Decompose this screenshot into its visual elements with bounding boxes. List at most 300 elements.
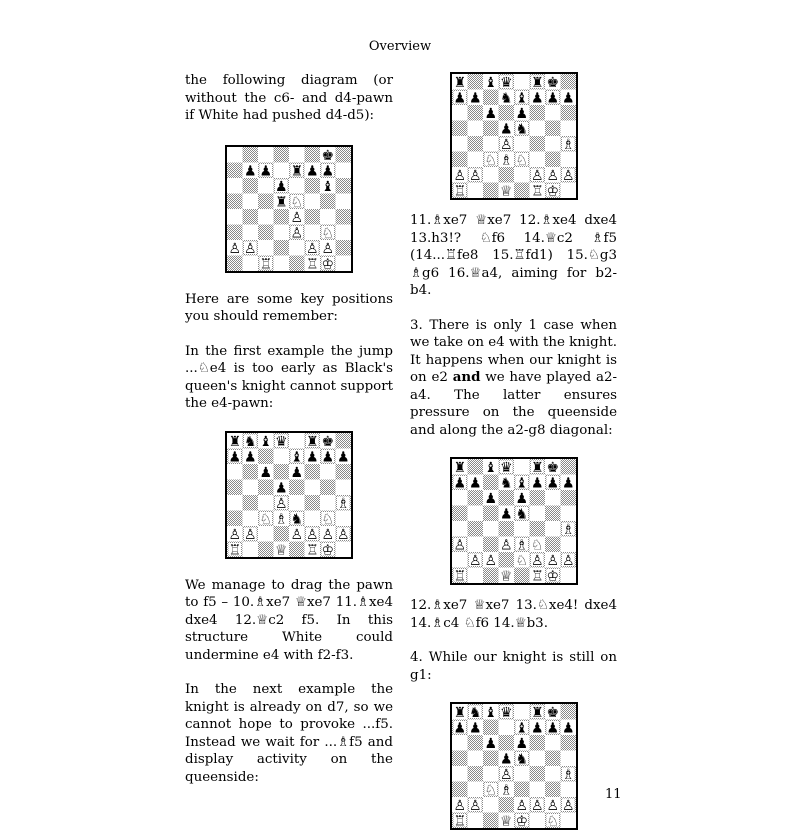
dark-square bbox=[467, 459, 483, 475]
white-rook-icon: ♖ bbox=[228, 541, 242, 557]
dark-square bbox=[545, 506, 561, 522]
dark-square bbox=[560, 735, 576, 751]
black-pawn-icon: ♟ bbox=[290, 464, 304, 481]
white-bishop-icon: ♗ bbox=[561, 136, 575, 153]
light-square bbox=[467, 782, 483, 798]
dark-square bbox=[336, 209, 352, 225]
board-svg bbox=[452, 74, 576, 198]
paragraph: Here are some key positions you should remember: bbox=[185, 291, 393, 324]
light-square bbox=[289, 240, 305, 256]
white-pawn-icon: ♙ bbox=[468, 167, 482, 184]
light-square bbox=[514, 74, 530, 90]
light-square bbox=[514, 521, 530, 537]
black-rook-icon: ♜ bbox=[228, 433, 242, 450]
black-pawn-icon: ♟ bbox=[305, 162, 319, 179]
light-square bbox=[529, 121, 545, 137]
dark-square bbox=[483, 720, 499, 736]
white-rook-icon: ♖ bbox=[452, 813, 466, 828]
light-square bbox=[467, 152, 483, 168]
white-king-icon: ♔ bbox=[321, 541, 335, 557]
white-king-icon: ♔ bbox=[321, 255, 335, 271]
dark-square bbox=[483, 183, 499, 199]
dark-square bbox=[483, 568, 499, 584]
light-square bbox=[560, 751, 576, 767]
chess-diagram-5 bbox=[450, 702, 578, 830]
black-queen-icon: ♛ bbox=[274, 433, 288, 450]
light-square bbox=[560, 183, 576, 199]
dark-square bbox=[305, 178, 321, 194]
light-square bbox=[336, 541, 352, 557]
black-bishop-icon: ♝ bbox=[514, 475, 528, 492]
light-square bbox=[467, 568, 483, 584]
dark-square bbox=[305, 495, 321, 511]
dark-square bbox=[560, 459, 576, 475]
light-square bbox=[258, 240, 274, 256]
light-square bbox=[336, 162, 352, 178]
light-square bbox=[452, 490, 468, 506]
black-pawn-icon: ♟ bbox=[514, 105, 528, 122]
black-pawn-icon: ♟ bbox=[321, 448, 335, 465]
white-knight-icon: ♘ bbox=[483, 782, 497, 799]
black-bishop-icon: ♝ bbox=[514, 90, 528, 107]
light-square bbox=[545, 105, 561, 121]
light-square bbox=[274, 448, 290, 464]
black-bishop-icon: ♝ bbox=[290, 448, 304, 465]
black-knight-icon: ♞ bbox=[514, 751, 528, 768]
white-bishop-icon: ♗ bbox=[561, 766, 575, 783]
black-knight-icon: ♞ bbox=[468, 704, 482, 721]
light-square bbox=[529, 152, 545, 168]
paragraph: In the next example the knight is already on d7, so we cannot hope to provoke ...f5. Instead we wait for ...♗f5 and display activity on the queenside: bbox=[185, 682, 393, 785]
dark-square bbox=[529, 521, 545, 537]
light-square bbox=[336, 255, 352, 271]
dark-square bbox=[274, 464, 290, 480]
white-pawn-icon: ♙ bbox=[243, 526, 257, 543]
black-pawn-icon: ♟ bbox=[468, 720, 482, 737]
page-number: 11 bbox=[605, 787, 622, 802]
black-rook-icon: ♜ bbox=[452, 74, 466, 91]
board-svg bbox=[227, 433, 351, 557]
dark-square bbox=[514, 183, 530, 199]
paragraph bbox=[410, 317, 617, 440]
white-pawn-icon: ♙ bbox=[305, 240, 319, 257]
white-queen-icon: ♕ bbox=[499, 813, 513, 828]
white-pawn-icon: ♙ bbox=[243, 240, 257, 257]
black-bishop-icon: ♝ bbox=[483, 74, 497, 91]
dark-square bbox=[336, 240, 352, 256]
dark-square bbox=[529, 105, 545, 121]
black-pawn-icon: ♟ bbox=[259, 464, 273, 481]
white-knight-icon: ♘ bbox=[483, 152, 497, 169]
white-pawn-icon: ♙ bbox=[514, 797, 528, 814]
white-knight-icon: ♘ bbox=[321, 224, 335, 241]
white-pawn-icon: ♙ bbox=[530, 552, 544, 569]
light-square bbox=[274, 162, 290, 178]
black-rook-icon: ♜ bbox=[305, 433, 319, 450]
dark-square bbox=[258, 224, 274, 240]
black-bishop-icon: ♝ bbox=[259, 433, 273, 450]
dark-square bbox=[560, 74, 576, 90]
paragraph-text: 3. There is only 1 case when we take on e4 with the knight. It happens when our knight is on e2 bbox=[410, 317, 617, 385]
white-king-icon: ♔ bbox=[545, 183, 559, 198]
light-square bbox=[452, 735, 468, 751]
light-square bbox=[514, 167, 530, 183]
white-pawn-icon: ♙ bbox=[336, 526, 350, 543]
light-square bbox=[258, 209, 274, 225]
white-pawn-icon: ♙ bbox=[290, 224, 304, 241]
white-king-icon: ♔ bbox=[514, 813, 528, 828]
dark-square bbox=[483, 537, 499, 553]
black-pawn-icon: ♟ bbox=[243, 162, 257, 179]
dark-square bbox=[498, 167, 514, 183]
dark-square bbox=[529, 490, 545, 506]
dark-square bbox=[243, 178, 259, 194]
light-square bbox=[483, 167, 499, 183]
paragraph: We manage to drag the pawn to f5 – 10.♗xe7 ♕xe7 11.♗xe4 dxe4 12.♕c2 f5. In this structure White could undermine e4 with f2-f3. bbox=[185, 577, 393, 663]
black-pawn-icon: ♟ bbox=[243, 448, 257, 465]
white-pawn-icon: ♙ bbox=[468, 552, 482, 569]
white-knight-icon: ♘ bbox=[514, 152, 528, 169]
black-rook-icon: ♜ bbox=[274, 193, 288, 210]
dark-square bbox=[227, 479, 243, 495]
light-square bbox=[320, 209, 336, 225]
light-square bbox=[243, 193, 259, 209]
dark-square bbox=[274, 240, 290, 256]
white-queen-icon: ♕ bbox=[499, 183, 513, 198]
dark-square bbox=[243, 495, 259, 511]
dark-square bbox=[320, 479, 336, 495]
light-square bbox=[560, 813, 576, 829]
white-pawn-icon: ♙ bbox=[530, 167, 544, 184]
light-square bbox=[227, 495, 243, 511]
dark-square bbox=[483, 813, 499, 829]
running-header: Overview bbox=[368, 39, 432, 54]
black-king-icon: ♚ bbox=[321, 147, 335, 164]
light-square bbox=[467, 813, 483, 829]
dark-square bbox=[258, 479, 274, 495]
light-square bbox=[320, 464, 336, 480]
dark-square bbox=[467, 735, 483, 751]
dark-square bbox=[560, 105, 576, 121]
white-pawn-icon: ♙ bbox=[561, 552, 575, 569]
paragraph: the following diagram (or without the c6- and d4-pawn if White had pushed d4-d5): bbox=[185, 73, 393, 123]
black-pawn-icon: ♟ bbox=[545, 720, 559, 737]
light-square bbox=[305, 193, 321, 209]
white-pawn-icon: ♙ bbox=[530, 797, 544, 814]
black-pawn-icon: ♟ bbox=[468, 90, 482, 107]
dark-square bbox=[545, 537, 561, 553]
white-pawn-icon: ♙ bbox=[545, 797, 559, 814]
light-square bbox=[545, 766, 561, 782]
white-pawn-icon: ♙ bbox=[545, 167, 559, 184]
light-square bbox=[243, 479, 259, 495]
white-pawn-icon: ♙ bbox=[321, 526, 335, 543]
dark-square bbox=[258, 193, 274, 209]
black-king-icon: ♚ bbox=[321, 433, 335, 450]
dark-square bbox=[243, 147, 259, 163]
light-square bbox=[467, 121, 483, 137]
light-square bbox=[227, 209, 243, 225]
light-square bbox=[243, 224, 259, 240]
black-knight-icon: ♞ bbox=[243, 433, 257, 450]
black-knight-icon: ♞ bbox=[290, 510, 304, 527]
light-square bbox=[483, 136, 499, 152]
dark-square bbox=[305, 209, 321, 225]
white-rook-icon: ♖ bbox=[305, 541, 319, 557]
light-square bbox=[452, 521, 468, 537]
light-square bbox=[560, 537, 576, 553]
white-bishop-icon: ♗ bbox=[561, 521, 575, 538]
dark-square bbox=[289, 255, 305, 271]
dark-square bbox=[452, 751, 468, 767]
dark-square bbox=[467, 105, 483, 121]
black-bishop-icon: ♝ bbox=[483, 704, 497, 721]
light-square bbox=[514, 459, 530, 475]
dark-square bbox=[498, 105, 514, 121]
black-pawn-icon: ♟ bbox=[530, 720, 544, 737]
chess-diagram-3 bbox=[450, 72, 578, 200]
dark-square bbox=[336, 464, 352, 480]
white-pawn-icon: ♙ bbox=[274, 495, 288, 512]
light-square bbox=[514, 766, 530, 782]
black-pawn-icon: ♟ bbox=[274, 479, 288, 496]
dark-square bbox=[289, 479, 305, 495]
white-pawn-icon: ♙ bbox=[561, 797, 575, 814]
black-knight-icon: ♞ bbox=[514, 121, 528, 138]
black-king-icon: ♚ bbox=[545, 459, 559, 476]
dark-square bbox=[467, 766, 483, 782]
dark-square bbox=[227, 224, 243, 240]
black-pawn-icon: ♟ bbox=[514, 490, 528, 507]
light-square bbox=[498, 720, 514, 736]
dark-square bbox=[452, 782, 468, 798]
light-square bbox=[289, 433, 305, 449]
white-pawn-icon: ♙ bbox=[228, 526, 242, 543]
dark-square bbox=[529, 136, 545, 152]
white-rook-icon: ♖ bbox=[259, 255, 273, 271]
dark-square bbox=[452, 121, 468, 137]
black-pawn-icon: ♟ bbox=[499, 121, 513, 138]
white-pawn-icon: ♙ bbox=[483, 552, 497, 569]
dark-square bbox=[258, 448, 274, 464]
white-pawn-icon: ♙ bbox=[290, 209, 304, 226]
light-square bbox=[227, 178, 243, 194]
black-rook-icon: ♜ bbox=[290, 162, 304, 179]
white-bishop-icon: ♗ bbox=[336, 495, 350, 512]
dark-square bbox=[452, 506, 468, 522]
dark-square bbox=[545, 121, 561, 137]
right-column bbox=[410, 72, 617, 830]
white-pawn-icon: ♙ bbox=[468, 797, 482, 814]
dark-square bbox=[274, 526, 290, 542]
black-bishop-icon: ♝ bbox=[483, 459, 497, 476]
dark-square bbox=[483, 475, 499, 491]
black-rook-icon: ♜ bbox=[452, 459, 466, 476]
dark-square bbox=[467, 521, 483, 537]
light-square bbox=[545, 735, 561, 751]
chess-diagram-2 bbox=[225, 431, 353, 559]
light-square bbox=[305, 224, 321, 240]
dark-square bbox=[498, 521, 514, 537]
light-square bbox=[227, 464, 243, 480]
light-square bbox=[483, 797, 499, 813]
black-pawn-icon: ♟ bbox=[499, 751, 513, 768]
light-square bbox=[545, 521, 561, 537]
light-square bbox=[274, 255, 290, 271]
dark-square bbox=[305, 147, 321, 163]
dark-square bbox=[467, 136, 483, 152]
black-pawn-icon: ♟ bbox=[561, 475, 575, 492]
white-pawn-icon: ♙ bbox=[499, 766, 513, 783]
light-square bbox=[545, 490, 561, 506]
black-pawn-icon: ♟ bbox=[483, 735, 497, 752]
paragraph: 4. While our knight is still on g1: bbox=[410, 650, 617, 683]
white-bishop-icon: ♗ bbox=[499, 782, 513, 799]
light-square bbox=[560, 152, 576, 168]
black-pawn-icon: ♟ bbox=[499, 506, 513, 523]
black-pawn-icon: ♟ bbox=[530, 475, 544, 492]
dark-square bbox=[514, 568, 530, 584]
white-rook-icon: ♖ bbox=[452, 183, 466, 198]
black-pawn-icon: ♟ bbox=[545, 90, 559, 107]
light-square bbox=[258, 526, 274, 542]
dark-square bbox=[243, 209, 259, 225]
black-pawn-icon: ♟ bbox=[274, 178, 288, 195]
dark-square bbox=[467, 490, 483, 506]
dark-square bbox=[336, 147, 352, 163]
white-knight-icon: ♘ bbox=[259, 510, 273, 527]
light-square bbox=[258, 178, 274, 194]
white-pawn-icon: ♙ bbox=[228, 240, 242, 257]
white-knight-icon: ♘ bbox=[545, 813, 559, 828]
black-pawn-icon: ♟ bbox=[561, 90, 575, 107]
light-square bbox=[560, 121, 576, 137]
dark-square bbox=[529, 766, 545, 782]
dark-square bbox=[320, 193, 336, 209]
black-pawn-icon: ♟ bbox=[452, 720, 466, 737]
dark-square bbox=[498, 735, 514, 751]
white-rook-icon: ♖ bbox=[305, 255, 319, 271]
light-square bbox=[336, 479, 352, 495]
light-square bbox=[258, 495, 274, 511]
light-square bbox=[336, 193, 352, 209]
black-pawn-icon: ♟ bbox=[530, 90, 544, 107]
paragraph: 11.♗xe7 ♕xe7 12.♗xe4 dxe4 13.h3!? ♘f6 14.♕c2 ♗f5 (14...♖fe8 15.♖fd1) 15.♘g3 ♗g6 16.♕a4, aiming for b2-b4. bbox=[410, 213, 617, 298]
light-square bbox=[289, 178, 305, 194]
dark-square bbox=[305, 464, 321, 480]
dark-square bbox=[452, 152, 468, 168]
black-rook-icon: ♜ bbox=[530, 704, 544, 721]
black-queen-icon: ♛ bbox=[499, 704, 513, 721]
white-knight-icon: ♘ bbox=[321, 510, 335, 527]
black-bishop-icon: ♝ bbox=[321, 178, 335, 195]
white-bishop-icon: ♗ bbox=[274, 510, 288, 527]
dark-square bbox=[483, 751, 499, 767]
black-king-icon: ♚ bbox=[545, 74, 559, 91]
light-square bbox=[467, 183, 483, 199]
paragraph-text: we have played a2-a4. The latter ensures pressure on the queenside and along the a2-g8 diagonal: bbox=[410, 370, 617, 438]
black-knight-icon: ♞ bbox=[514, 506, 528, 523]
white-king-icon: ♔ bbox=[545, 568, 559, 583]
light-square bbox=[452, 766, 468, 782]
black-rook-icon: ♜ bbox=[530, 74, 544, 91]
dark-square bbox=[545, 782, 561, 798]
board-svg bbox=[452, 459, 576, 583]
light-square bbox=[514, 136, 530, 152]
white-pawn-icon: ♙ bbox=[452, 537, 466, 554]
dark-square bbox=[514, 782, 530, 798]
light-square bbox=[336, 224, 352, 240]
black-rook-icon: ♜ bbox=[452, 704, 466, 721]
light-square bbox=[560, 568, 576, 584]
white-rook-icon: ♖ bbox=[452, 568, 466, 583]
black-queen-icon: ♛ bbox=[499, 74, 513, 91]
black-pawn-icon: ♟ bbox=[452, 475, 466, 492]
dark-square bbox=[258, 541, 274, 557]
light-square bbox=[243, 541, 259, 557]
white-pawn-icon: ♙ bbox=[499, 537, 513, 554]
light-square bbox=[452, 105, 468, 121]
dark-square bbox=[545, 152, 561, 168]
white-pawn-icon: ♙ bbox=[290, 526, 304, 543]
white-rook-icon: ♖ bbox=[530, 183, 544, 198]
black-pawn-icon: ♟ bbox=[468, 475, 482, 492]
dark-square bbox=[227, 193, 243, 209]
black-knight-icon: ♞ bbox=[499, 90, 513, 107]
light-square bbox=[467, 751, 483, 767]
dark-square bbox=[545, 751, 561, 767]
light-square bbox=[483, 521, 499, 537]
dark-square bbox=[467, 74, 483, 90]
dark-square bbox=[227, 510, 243, 526]
white-pawn-icon: ♙ bbox=[561, 167, 575, 184]
black-pawn-icon: ♟ bbox=[336, 448, 350, 465]
chess-diagram-1 bbox=[225, 145, 353, 273]
black-pawn-icon: ♟ bbox=[259, 162, 273, 179]
dark-square bbox=[336, 433, 352, 449]
light-square bbox=[545, 136, 561, 152]
light-square bbox=[452, 552, 468, 568]
dark-square bbox=[498, 552, 514, 568]
bold-word: and bbox=[452, 369, 481, 385]
left-column bbox=[185, 72, 393, 786]
light-square bbox=[243, 510, 259, 526]
black-pawn-icon: ♟ bbox=[545, 475, 559, 492]
dark-square bbox=[274, 209, 290, 225]
dark-square bbox=[483, 121, 499, 137]
light-square bbox=[289, 147, 305, 163]
black-king-icon: ♚ bbox=[545, 704, 559, 721]
paragraph: In the first example the jump ...♘e4 is too early as Black's queen's knight cannot support the e4-pawn: bbox=[185, 343, 393, 411]
white-queen-icon: ♕ bbox=[499, 568, 513, 583]
black-bishop-icon: ♝ bbox=[514, 720, 528, 737]
dark-square bbox=[498, 797, 514, 813]
black-queen-icon: ♛ bbox=[499, 459, 513, 476]
dark-square bbox=[336, 178, 352, 194]
board-svg bbox=[227, 147, 351, 271]
light-square bbox=[560, 506, 576, 522]
light-square bbox=[560, 782, 576, 798]
dark-square bbox=[243, 464, 259, 480]
black-pawn-icon: ♟ bbox=[483, 105, 497, 122]
white-queen-icon: ♕ bbox=[274, 541, 288, 557]
white-pawn-icon: ♙ bbox=[452, 797, 466, 814]
dark-square bbox=[560, 704, 576, 720]
light-square bbox=[529, 782, 545, 798]
dark-square bbox=[289, 541, 305, 557]
light-square bbox=[305, 510, 321, 526]
black-knight-icon: ♞ bbox=[499, 475, 513, 492]
